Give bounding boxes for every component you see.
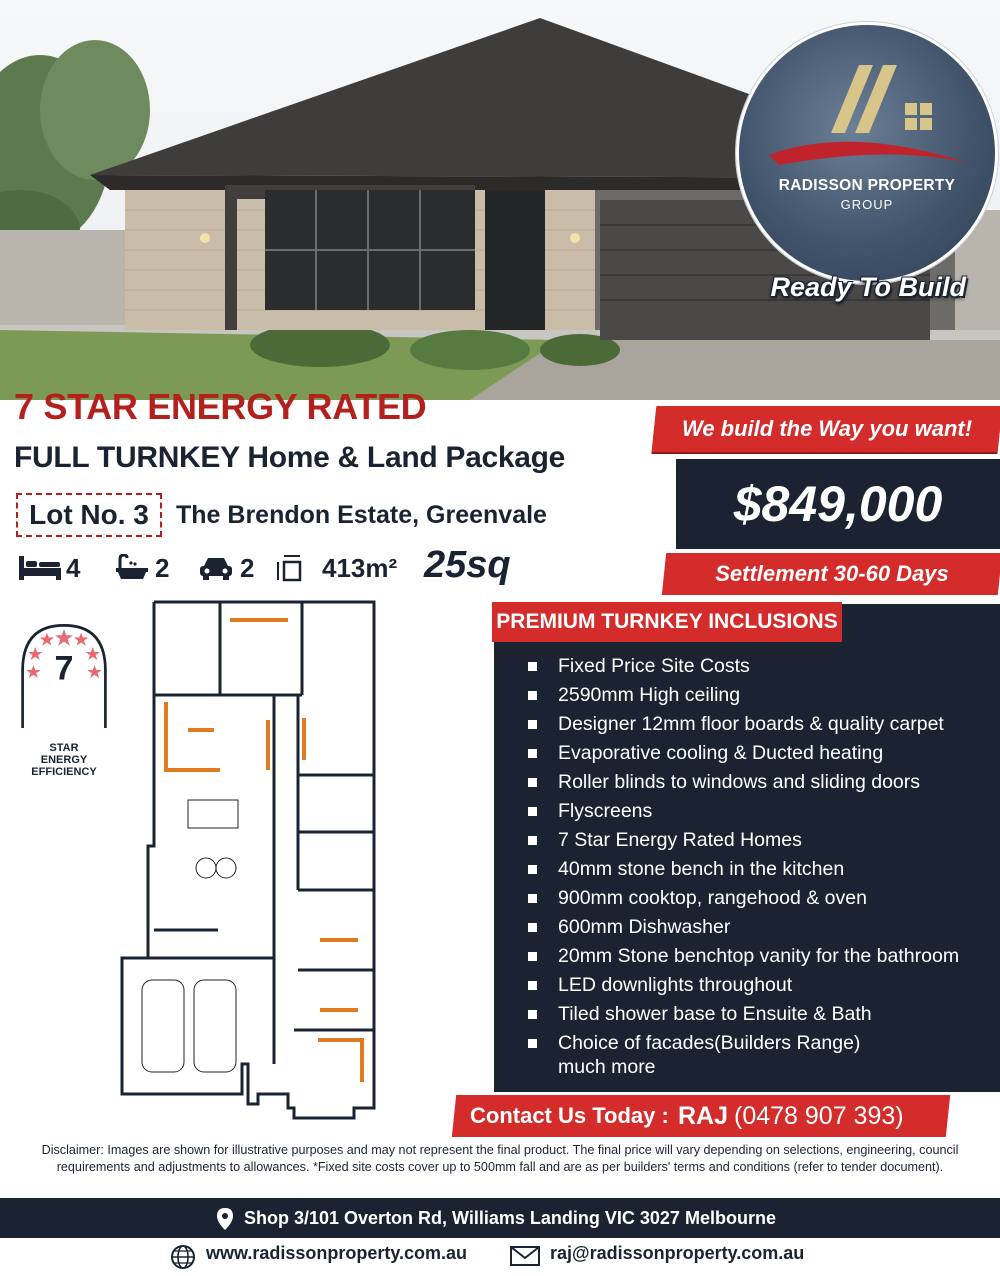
bullet-icon [528, 691, 537, 700]
home-size-squares: 25sq [424, 544, 511, 586]
list-item: 40mm stone bench in the kitchen [526, 855, 996, 884]
contact-name: RAJ [678, 1102, 729, 1130]
list-item: 7 Star Energy Rated Homes [526, 826, 996, 855]
energy-rating-headline: 7 STAR ENERGY RATED [14, 386, 427, 427]
logo-brand-sub: GROUP [840, 197, 894, 212]
globe-icon [170, 1244, 196, 1270]
office-address: Shop 3/101 Overton Rd, Williams Landing VIC 3027 Melbourne [244, 1208, 776, 1228]
logo-brand-name: RADISSON PROPERTY [778, 177, 956, 194]
floor-plan-illustration [118, 600, 380, 1124]
badge-caption [12, 742, 116, 778]
settlement-text: Settlement 30-60 Days [715, 561, 949, 586]
bedrooms-count: 4 [66, 553, 81, 583]
website-link[interactable]: www.radissonproperty.com.au [206, 1243, 468, 1263]
email-link[interactable]: raj@radissonproperty.com.au [550, 1243, 805, 1263]
land-area: 413m² [322, 553, 398, 583]
bullet-icon [528, 952, 537, 961]
list-item: 2590mm High ceiling [526, 681, 996, 710]
contact-phone[interactable]: (0478 907 393) [734, 1102, 904, 1130]
hero-image [0, 0, 1000, 400]
list-item: 900mm cooktop, rangehood & oven [526, 884, 996, 913]
lot-number: Lot No. 3 [16, 493, 162, 537]
garage-count: 2 [240, 553, 255, 583]
area-icon [276, 554, 308, 584]
bullet-icon [528, 923, 537, 932]
bullet-icon [528, 1010, 537, 1019]
list-item: Flyscreens [526, 797, 996, 826]
badge-line-3: EFFICIENCY [31, 766, 97, 778]
list-item: Designer 12mm floor boards & quality carpet [526, 710, 996, 739]
list-item: LED downlights throughout [526, 971, 996, 1000]
bullet-icon [528, 749, 537, 758]
price-value: $849,000 [733, 476, 943, 532]
car-icon [198, 554, 234, 582]
list-item: Roller blinds to windows and sliding doors [526, 768, 996, 797]
logo-mark-icon [739, 25, 998, 284]
ready-to-build-label: Ready To Build [770, 272, 966, 302]
inclusions-title: PREMIUM TURNKEY INCLUSIONS [496, 610, 838, 633]
list-item: Tiled shower base to Ensuite & Bath [526, 1000, 996, 1029]
bullet-icon [528, 981, 537, 990]
map-pin-icon [216, 1207, 234, 1231]
list-item: 600mm Dishwasher [526, 913, 996, 942]
bed-icon [18, 554, 62, 582]
inclusions-more: much more [558, 1056, 656, 1078]
bullet-icon [528, 865, 537, 874]
disclaimer-text: Disclaimer: Images are shown for illustrative purposes and may not represent the final product. The final price will vary depending on selections, engineering, council requirements and adjustments to allowances. *Fixed site costs cover up to 500mm fall and are as per builders' terms and conditions (refer to tender document). [41, 1143, 959, 1174]
badge-line-2: ENERGY [40, 754, 88, 766]
bullet-icon [528, 662, 537, 671]
brand-logo [736, 22, 998, 284]
list-item: Choice of facades(Builders Range) [526, 1029, 996, 1058]
package-headline: FULL TURNKEY Home & Land Package [14, 441, 566, 474]
envelope-icon [510, 1246, 540, 1266]
contact-label: Contact Us Today : [470, 1103, 669, 1128]
tagline-text: We build the Way you want! [681, 416, 973, 441]
list-item: Fixed Price Site Costs [526, 652, 996, 681]
bathrooms-count: 2 [155, 553, 170, 583]
inclusions-list [526, 652, 996, 1058]
badge-line-1: STAR [49, 742, 79, 754]
bullet-icon [528, 894, 537, 903]
badge-number: 7 [54, 649, 74, 688]
bullet-icon [528, 778, 537, 787]
bullet-icon [528, 836, 537, 845]
bullet-icon [528, 720, 537, 729]
estate-name: The Brendon Estate, Greenvale [176, 501, 547, 529]
bullet-icon [528, 807, 537, 816]
list-item: Evaporative cooling & Ducted heating [526, 739, 996, 768]
energy-star-badge-icon [12, 620, 116, 728]
bullet-icon [528, 1039, 537, 1048]
bath-icon [114, 554, 150, 582]
list-item: 20mm Stone benchtop vanity for the bathroom [526, 942, 996, 971]
